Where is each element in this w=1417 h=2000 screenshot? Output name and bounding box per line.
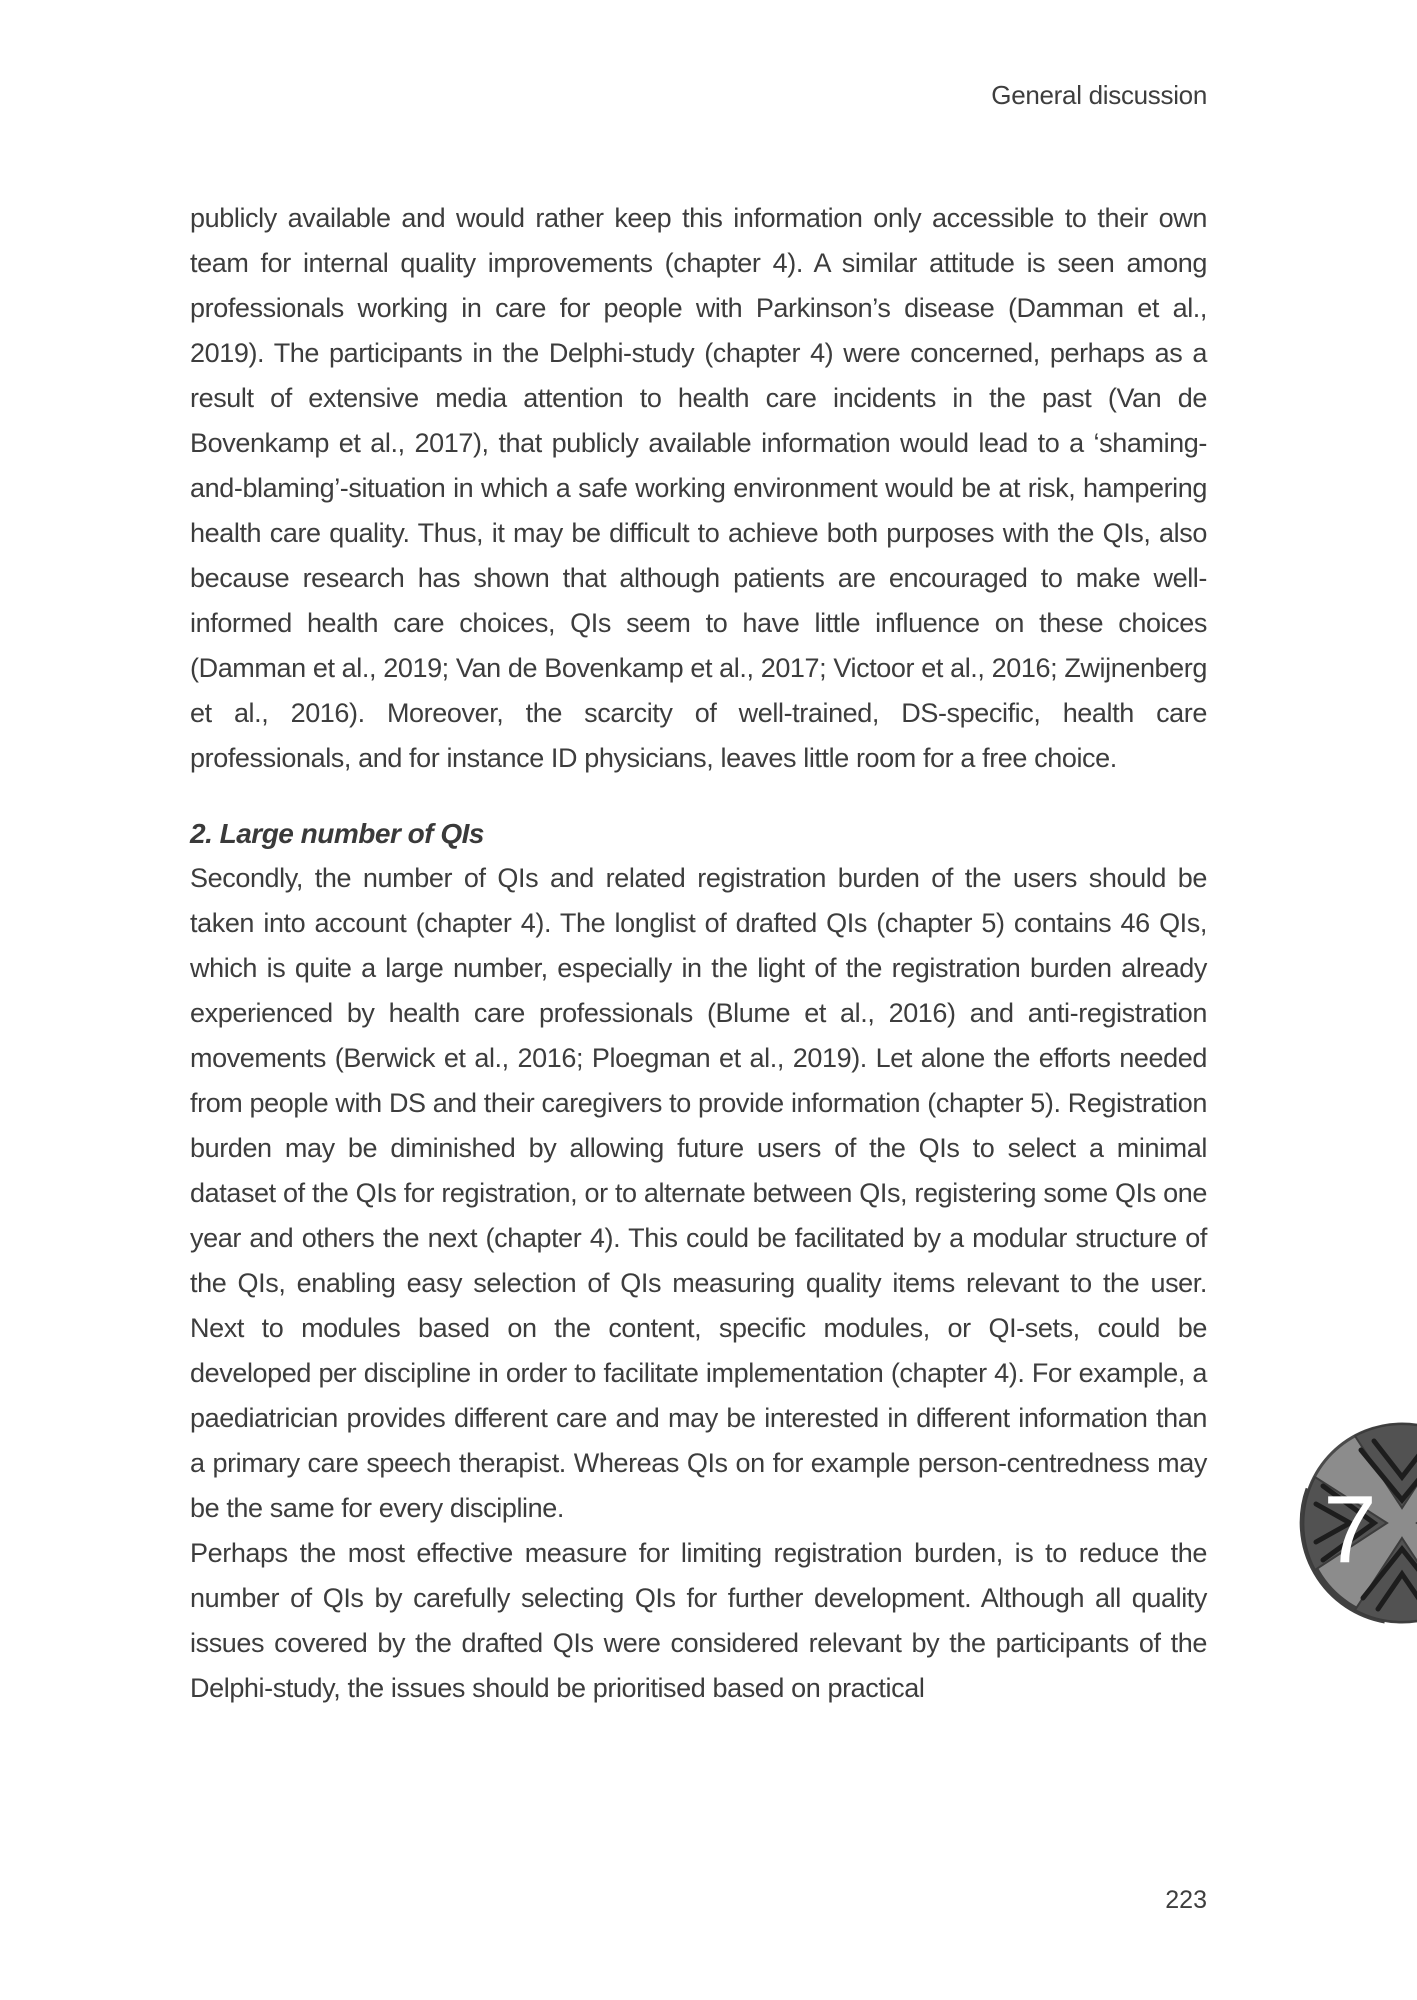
paragraph: Secondly, the number of QIs and related registration burden of the users should be taken into account (chapter 4). The longlist of drafted QIs (chapter 5) contains 46 QIs, which is quite a large number, especially in the light of the registration burden already experienced by health care professionals (Blume et al., 2016) and anti-registration movements (Berwick et al., 2016; Ploegman et al., 2019). Let alone the efforts needed from people with DS and their caregivers to provide information (chapter 5). Registration burden may be diminished by allowing future users of the QIs to select a minimal dataset of the QIs for registration, or to alternate between QIs, registering some QIs one year and others the next (chapter 4). This could be facilitated by a modular structure of the QIs, enabling easy selection of QIs measuring quality items relevant to the user. Next to modules based on the content, specific modules, or QI-sets, could be developed per discipline in order to facilitate implementation (chapter 4). For example, a paediatrician provides different care and may be interested in different information than a primary care speech therapist. Whereas QIs on for example person-centredness may be the same for every discipline. [190,863,1207,1523]
running-header: General discussion [991,80,1207,110]
section-heading: 2. Large number of QIs [190,818,484,849]
body-text [190,196,1207,1711]
paragraph: Perhaps the most effective measure for limiting registration burden, is to reduce the number of QIs by carefully selecting QIs for further development. Although all quality issues covered by the drafted QIs were considered relevant by the participants of the Delphi-study, the issues should be prioritised based on practical [190,1538,1207,1703]
chapter-badge-graphic [1299,1420,1417,1626]
page-number: 223 [1165,1886,1207,1914]
chapter-tab-badge [1299,1420,1417,1626]
chapter-number: 7 [1323,1476,1377,1583]
paragraph: publicly available and would rather keep this information only accessible to their own team for internal quality improvements (chapter 4). A similar attitude is seen among professionals working in care for people with Parkinson’s disease (Damman et al., 2019). The participants in the Delphi-study (chapter 4) were concerned, perhaps as a result of extensive media attention to health care incidents in the past (Van de Bovenkamp et al., 2017), that publicly available information would lead to a ‘shaming-and-blaming’-situation in which a safe working environment would be at risk, hampering health care quality. Thus, it may be difficult to achieve both purposes with the QIs, also because research has shown that although patients are encouraged to make well-informed health care choices, QIs seem to have little influence on these choices (Damman et al., 2019; Van de Bovenkamp et al., 2017; Victoor et al., 2016; Zwijnenberg et al., 2016). Moreover, the scarcity of well-trained, DS-specific, health care professionals, and for instance ID physicians, leaves little room for a free choice. [190,203,1207,773]
